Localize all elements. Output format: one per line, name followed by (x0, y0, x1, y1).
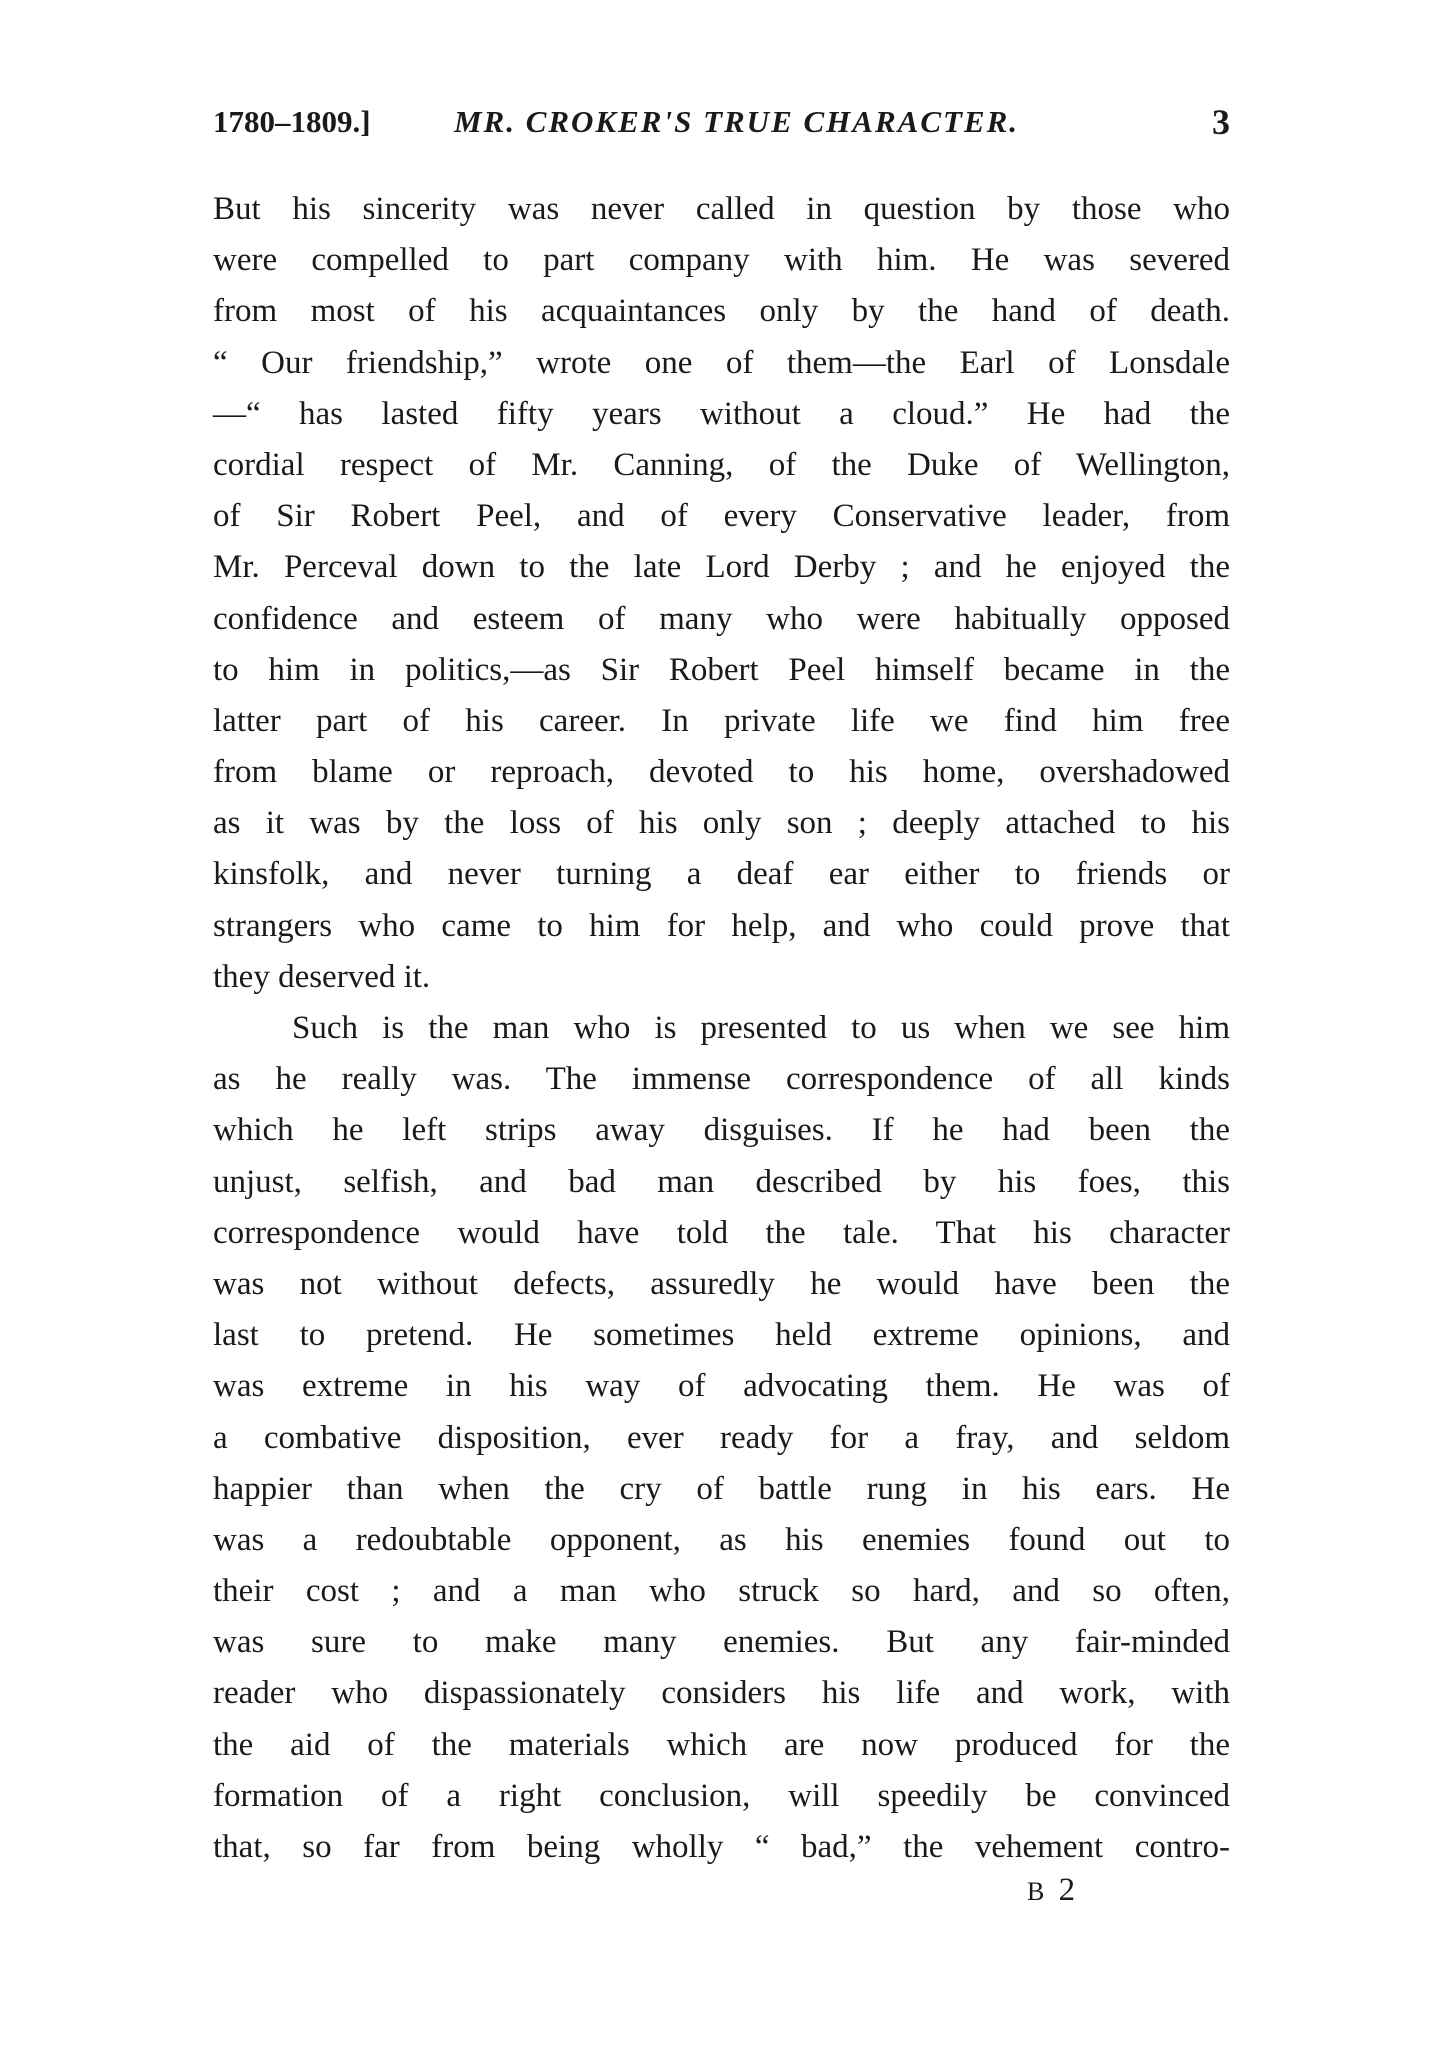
signature-mark (1027, 1868, 1147, 1912)
running-head (213, 100, 1230, 144)
text-line: unjust, selfish, and bad man described by his foes, this (213, 1163, 1230, 1200)
text-line: a combative disposition, ever ready for a fray, and seldom (213, 1419, 1230, 1456)
text-line: confidence and esteem of many who were habitually opposed (213, 600, 1230, 637)
text-line: as it was by the loss of his only son ; deeply attached to his (213, 805, 1230, 842)
running-head-title: MR. CROKER'S TRUE CHARACTER. (453, 104, 1020, 139)
text-line: was not without defects, assuredly he would have been the (213, 1265, 1230, 1302)
text-line: from blame or reproach, devoted to his home, overshadowed (213, 754, 1230, 791)
page-number: 3 (1212, 102, 1230, 142)
text-line: the aid of the materials which are now produced for the (213, 1726, 1230, 1763)
text-line: kinsfolk, and never turning a deaf ear either to friends or (213, 856, 1230, 893)
text-line: they deserved it. (213, 958, 431, 995)
text-line: —“ has lasted fifty years without a cloud.” He had the (213, 395, 1230, 432)
text-line: But his sincerity was never called in question by those who (213, 191, 1230, 227)
signature-letter: B (1027, 1877, 1048, 1906)
text-line: was extreme in his way of advocating them. He was of (213, 1368, 1230, 1405)
text-line: to him in politics,—as Sir Robert Peel himself became in the (213, 651, 1230, 688)
text-line: reader who dispassionately considers his life and work, with (213, 1675, 1230, 1712)
signature-number: 2 (1058, 1872, 1079, 1908)
text-line: were compelled to part company with him. He was severed (213, 242, 1230, 279)
text-line: formation of a right conclusion, will speedily be convinced (213, 1777, 1230, 1814)
text-line: was a redoubtable opponent, as his enemies found out to (213, 1521, 1230, 1558)
text-line: from most of his acquaintances only by the hand of death. (213, 293, 1230, 330)
running-head-dates: 1780–1809.] (213, 104, 371, 139)
text-line: “ Our friendship,” wrote one of them—the Earl of Lonsdale (213, 344, 1230, 381)
text-line: cordial respect of Mr. Canning, of the Duke of Wellington, (213, 446, 1230, 483)
text-line: that, so far from being wholly “ bad,” the vehement contro- (213, 1829, 1230, 1865)
text-line: latter part of his career. In private life we find him free (213, 702, 1230, 739)
paragraph-1 (213, 184, 1230, 1003)
text-line: Mr. Perceval down to the late Lord Derby ; and he enjoyed the (213, 549, 1230, 586)
text-line: correspondence would have told the tale. That his character (213, 1214, 1230, 1251)
text-line: happier than when the cry of battle rung in his ears. He (213, 1470, 1230, 1507)
text-line: which he left strips away disguises. If he had been the (213, 1112, 1230, 1149)
text-line: Such is the man who is presented to us when we see him (292, 1010, 1230, 1046)
text-line: strangers who came to him for help, and who could prove that (213, 907, 1230, 944)
text-line: as he really was. The immense correspondence of all kinds (213, 1061, 1230, 1098)
text-line: of Sir Robert Peel, and of every Conservative leader, from (213, 498, 1230, 535)
paragraph-2 (213, 1003, 1230, 1873)
body-text (213, 184, 1230, 1873)
text-line: was sure to make many enemies. But any fair-minded (213, 1624, 1230, 1661)
text-line: last to pretend. He sometimes held extreme opinions, and (213, 1317, 1230, 1354)
text-line: their cost ; and a man who struck so hard, and so often, (213, 1573, 1230, 1610)
